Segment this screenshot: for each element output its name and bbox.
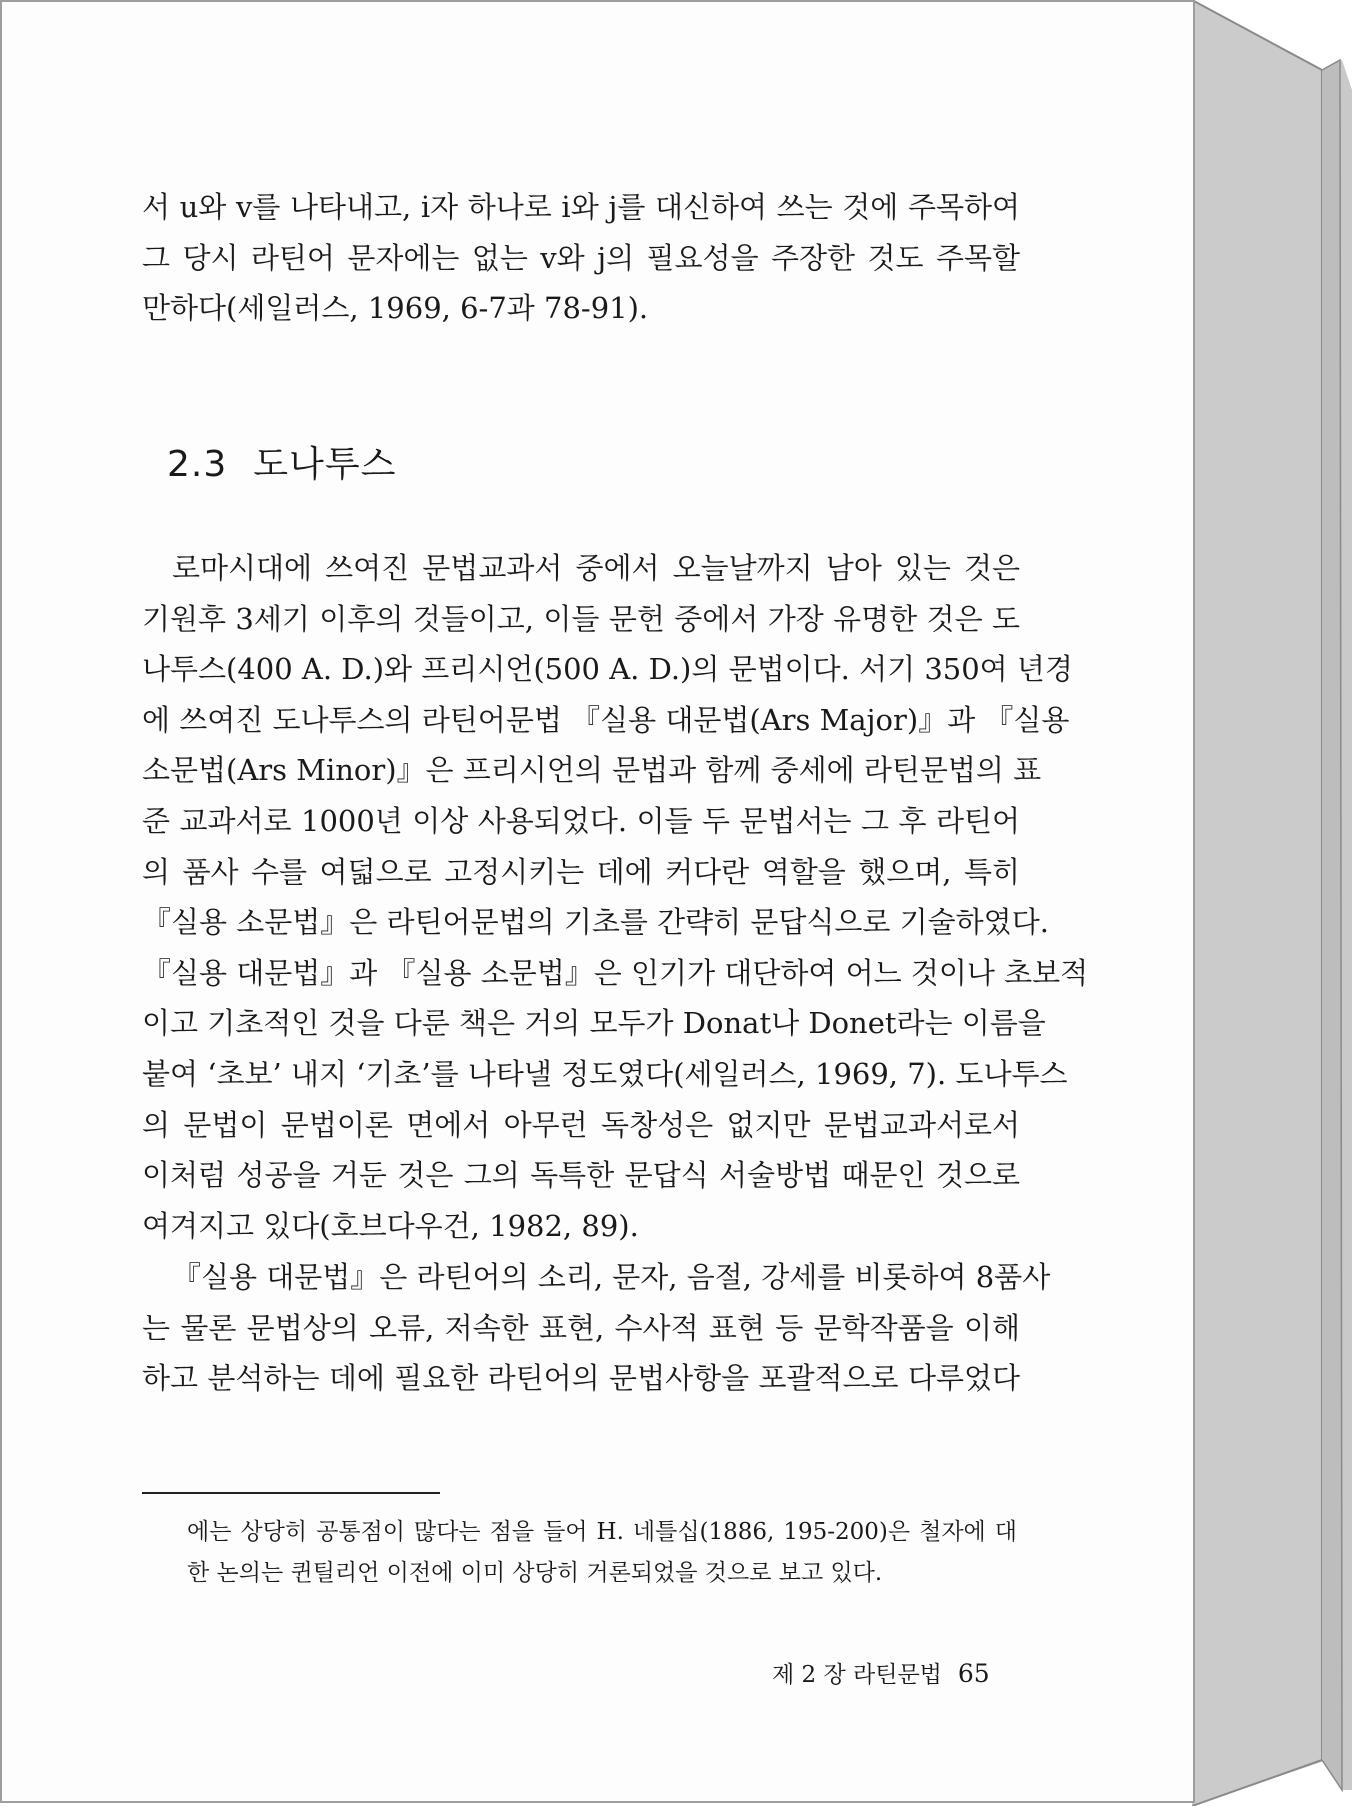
section-number: 2.3 (167, 444, 228, 485)
text-line: 서 u와 v를 나타내고, i자 하나로 i와 j를 대신하여 쓰는 것에 주목하여 (142, 190, 1020, 224)
text-line: 『실용 대문법』과 『실용 소문법』은 인기가 대단하여 어느 것이나 초보적 (142, 955, 1089, 990)
text-line: 여겨지고 있다(호브다우건, 1982, 89). (142, 1208, 639, 1243)
text-line: 의 품사 수를 여덟으로 고정시키는 데에 커다란 역할을 했으며, 특히 (142, 854, 1020, 889)
text-line: 『실용 대문법』은 라틴어의 소리, 문자, 음절, 강세를 비롯하여 8품사 (172, 1260, 1051, 1294)
text-line: 소문법(Ars Minor)』은 프리시언의 문법과 함께 중세에 라틴문법의 표 (142, 753, 1042, 788)
paragraph-continuation (142, 182, 1020, 334)
page-number: 65 (957, 1659, 990, 1688)
footnote (187, 1512, 1017, 1594)
book-page-edge (1192, 0, 1352, 1806)
text-line: 『실용 소문법』은 라틴어문법의 기초를 간략히 문답식으로 기술하였다. (142, 905, 1049, 940)
footnote-line: 에는 상당히 공통점이 많다는 점을 들어 H. 네틀십(1886, 195-200)은 철자에 대 (187, 1519, 1017, 1545)
text-line: 그 당시 라틴어 문자에는 없는 v와 j의 필요성을 주장한 것도 주목할 (142, 240, 1020, 275)
text-line: 기원후 3세기 이후의 것들이고, 이들 문헌 중에서 가장 유명한 것은 도 (142, 601, 1020, 636)
text-line: 에 쓰여진 도나투스의 라틴어문법 『실용 대문법(Ars Major)』과 『실용 (142, 702, 1070, 737)
text-line: 이고 기초적인 것을 다룬 책은 거의 모두가 Donat나 Donet라는 이름을 (142, 1006, 1046, 1041)
text-line: 는 물론 문법상의 오류, 저속한 표현, 수사적 표현 등 문학작품을 이해 (142, 1310, 1020, 1345)
paragraph-donatus-intro (142, 543, 1089, 1251)
paragraph-ars-major (142, 1252, 1051, 1404)
section-title: 도나투스 (253, 444, 397, 485)
footnote-line: 한 논의는 퀸틸리언 이전에 이미 상당히 거론되었을 것으로 보고 있다. (187, 1560, 883, 1586)
footnote-divider (142, 1492, 440, 1494)
text-line: 이처럼 성공을 거둔 것은 그의 독특한 문답식 서술방법 때문인 것으로 (142, 1158, 1020, 1193)
text-line: 만하다(세일러스, 1969, 6-7과 78-91). (142, 291, 649, 326)
text-line: 나투스(400 A. D.)와 프리시언(500 A. D.)의 문법이다. 서기 350여 년경 (142, 652, 1073, 687)
text-line: 의 문법이 문법이론 면에서 아무런 독창성은 없지만 문법교과서로서 (142, 1107, 1020, 1142)
text-line: 붙여 ‘초보’ 내지 ‘기초’를 나타낼 정도였다(세일러스, 1969, 7). 도나투스 (142, 1056, 1068, 1091)
chapter-title: 제 2 장 라틴문법 (772, 1662, 942, 1688)
running-footer (772, 1656, 990, 1689)
text-line: 로마시대에 쓰여진 문법교과서 중에서 오늘날까지 남아 있는 것은 (172, 551, 1020, 585)
text-line: 준 교과서로 1000년 이상 사용되었다. 이들 두 문법서는 그 후 라틴어 (142, 803, 1020, 838)
text-line: 하고 분석하는 데에 필요한 라틴어의 문법사항을 포괄적으로 다루었다 (142, 1361, 1020, 1396)
section-heading (167, 436, 396, 487)
